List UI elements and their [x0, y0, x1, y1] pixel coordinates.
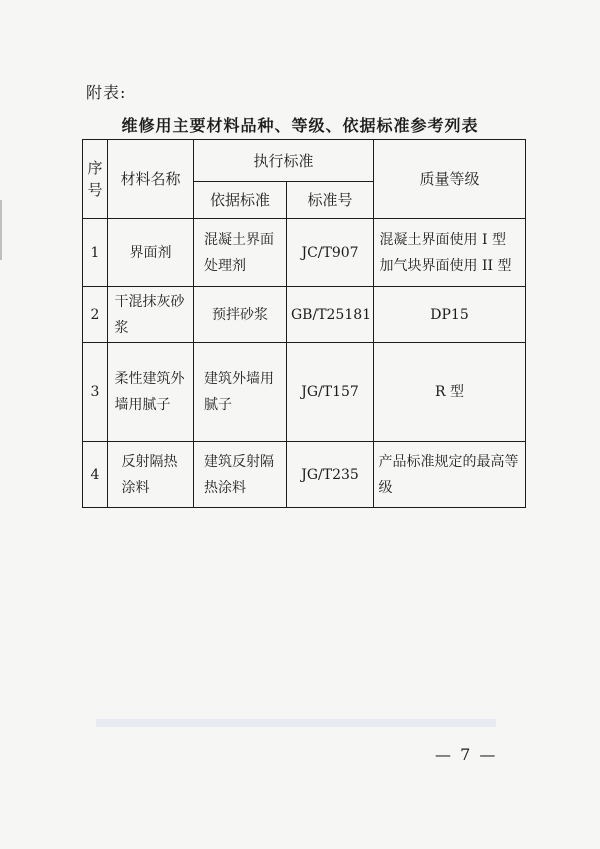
cell-basis-standard: [194, 442, 287, 508]
cell-quality-grade: R 型: [374, 343, 526, 442]
cell-basis-text: 混凝土界面处理剂: [204, 231, 274, 274]
table-header-row: [83, 140, 526, 182]
cell-basis-standard: 预拌砂浆: [194, 287, 287, 343]
cell-grade-text: 混凝土界面使用 I 型加气块界面使用 II 型: [379, 231, 512, 274]
cell-basis-text: 建筑反射隔热涂料: [204, 453, 274, 496]
table-row: [83, 442, 526, 508]
table-row: [83, 219, 526, 287]
header-standard-no: 标准号: [287, 182, 374, 219]
cell-standard-no: GB/T25181: [287, 287, 374, 343]
cell-seq: 1: [83, 219, 108, 287]
header-basis-standard: 依据标准: [194, 182, 287, 219]
header-quality-grade: 质量等级: [374, 140, 526, 219]
table-row: [83, 343, 526, 442]
cell-material-name: [108, 343, 194, 442]
appendix-label: 附表:: [86, 83, 127, 102]
cell-seq: 3: [83, 343, 108, 442]
cell-grade-text: 产品标准规定的最高等级: [378, 453, 519, 496]
cell-basis-standard: [194, 343, 287, 442]
cell-quality-grade: [374, 219, 526, 287]
cell-standard-no: JC/T907: [287, 219, 374, 287]
cell-material-name: [108, 287, 194, 343]
cell-seq: 2: [83, 287, 108, 343]
materials-table: [82, 139, 526, 508]
cell-seq: 4: [83, 442, 108, 508]
cell-material-name: [108, 442, 194, 508]
scan-edge-mark: [0, 200, 2, 260]
cell-quality-grade: [374, 442, 526, 508]
table-row: [83, 287, 526, 343]
cell-basis-standard: [194, 219, 287, 287]
cell-quality-grade: DP15: [374, 287, 526, 343]
cell-basis-text: 建筑外墙用腻子: [204, 371, 274, 413]
cell-name-text: 柔性建筑外墙用腻子: [114, 371, 185, 413]
header-seq: [83, 140, 108, 219]
cell-name-text: 干混抹灰砂浆: [114, 293, 185, 336]
faint-footer-stripe: [96, 719, 496, 727]
header-exec-standard: 执行标准: [194, 140, 374, 182]
cell-standard-no: JG/T235: [287, 442, 374, 508]
table-title: 维修用主要材料品种、等级、依据标准参考列表: [121, 116, 479, 135]
header-material-name: 材料名称: [108, 140, 194, 219]
cell-standard-no: JG/T157: [287, 343, 374, 442]
header-seq-label: 序号: [87, 159, 103, 199]
cell-name-text: 反射隔热涂料: [121, 453, 178, 496]
cell-material-name: 界面剂: [108, 219, 194, 287]
page-number: — 7 —: [435, 745, 498, 764]
